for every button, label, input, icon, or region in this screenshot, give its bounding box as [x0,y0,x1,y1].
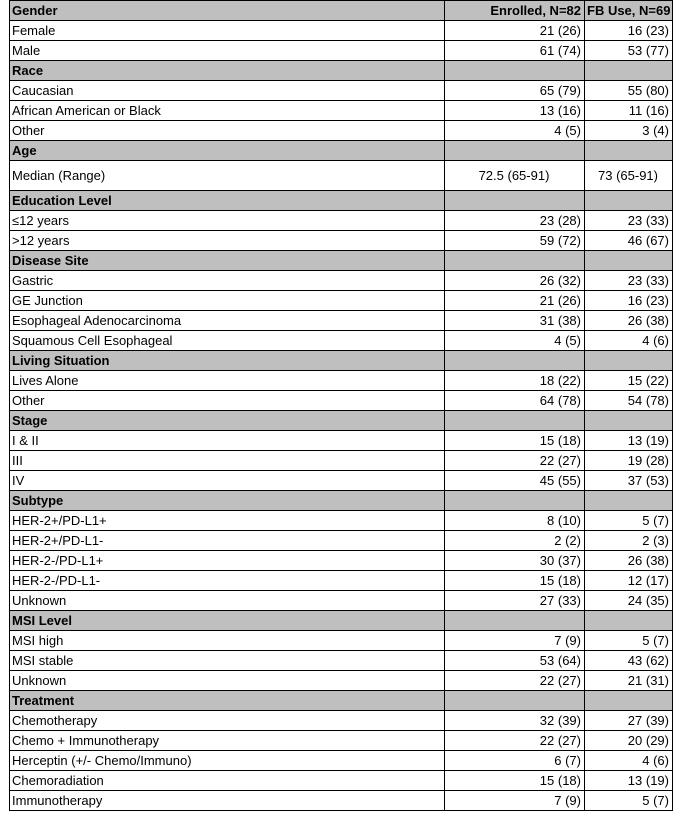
row-label: Chemoradiation [10,771,445,791]
section-title: MSI Level [10,611,445,631]
row-label: Herceptin (+/- Chemo/Immuno) [10,751,445,771]
row-label: Caucasian [10,81,445,101]
section-header-treatment [10,691,673,711]
row-label: Chemo + Immunotherapy [10,731,445,751]
row-label: HER-2-/PD-L1- [10,571,445,591]
table-body [10,21,673,811]
row-label: Other [10,121,445,141]
enrolled-value: 53 (64) [445,651,585,671]
fb-use-value: 16 (23) [585,21,673,41]
section-title: Age [10,141,445,161]
header-fb-use: FB Use, N=69 [585,1,673,21]
enrolled-value: 22 (27) [445,731,585,751]
fb-use-value: 3 (4) [585,121,673,141]
section-spacer-cell [445,351,585,371]
fb-use-value: 26 (38) [585,311,673,331]
section-header-subtype [10,491,673,511]
enrolled-value: 21 (26) [445,21,585,41]
enrolled-value: 7 (9) [445,631,585,651]
fb-use-value: 11 (16) [585,101,673,121]
fb-use-value: 13 (19) [585,431,673,451]
demographics-table [9,0,673,811]
section-header-living-situation [10,351,673,371]
enrolled-value: 61 (74) [445,41,585,61]
section-title: Stage [10,411,445,431]
enrolled-value: 4 (5) [445,121,585,141]
table-row [10,531,673,551]
table-row [10,331,673,351]
table-row [10,121,673,141]
section-header-race [10,61,673,81]
fb-use-value: 5 (7) [585,631,673,651]
enrolled-value: 8 (10) [445,511,585,531]
section-title: Disease Site [10,251,445,271]
table-row [10,371,673,391]
table-row [10,471,673,491]
enrolled-value: 64 (78) [445,391,585,411]
section-title: Race [10,61,445,81]
row-label: I & II [10,431,445,451]
table-row [10,311,673,331]
enrolled-value: 21 (26) [445,291,585,311]
row-label: MSI stable [10,651,445,671]
fb-use-value: 46 (67) [585,231,673,251]
row-label: ≤12 years [10,211,445,231]
row-label: Chemotherapy [10,711,445,731]
enrolled-value: 72.5 (65-91) [445,161,585,191]
row-label: Squamous Cell Esophageal [10,331,445,351]
fb-use-value: 24 (35) [585,591,673,611]
enrolled-value: 22 (27) [445,671,585,691]
fb-use-value: 20 (29) [585,731,673,751]
row-label: Gastric [10,271,445,291]
table-row [10,791,673,811]
section-spacer-cell [445,691,585,711]
section-spacer-cell [445,411,585,431]
row-label: Immunotherapy [10,791,445,811]
section-spacer-cell [445,191,585,211]
row-label: HER-2+/PD-L1+ [10,511,445,531]
section-spacer-cell [585,351,673,371]
row-label: African American or Black [10,101,445,121]
section-spacer-cell [445,491,585,511]
table-row [10,771,673,791]
header-gender: Gender [10,1,445,21]
enrolled-value: 27 (33) [445,591,585,611]
fb-use-value: 21 (31) [585,671,673,691]
fb-use-value: 12 (17) [585,571,673,591]
row-label: Male [10,41,445,61]
section-title: Education Level [10,191,445,211]
section-spacer-cell [585,491,673,511]
section-spacer-cell [585,411,673,431]
table-row [10,451,673,471]
fb-use-value: 43 (62) [585,651,673,671]
fb-use-value: 4 (6) [585,751,673,771]
table-row [10,271,673,291]
table-row [10,651,673,671]
fb-use-value: 55 (80) [585,81,673,101]
section-title: Living Situation [10,351,445,371]
row-label: Other [10,391,445,411]
section-title: Subtype [10,491,445,511]
row-label: Esophageal Adenocarcinoma [10,311,445,331]
fb-use-value: 15 (22) [585,371,673,391]
section-spacer-cell [585,141,673,161]
enrolled-value: 6 (7) [445,751,585,771]
section-header-stage [10,411,673,431]
enrolled-value: 30 (37) [445,551,585,571]
table-row [10,731,673,751]
section-spacer-cell [445,611,585,631]
row-label: III [10,451,445,471]
section-header-msi-level [10,611,673,631]
enrolled-value: 4 (5) [445,331,585,351]
table-row [10,391,673,411]
section-title: Treatment [10,691,445,711]
section-spacer-cell [585,251,673,271]
enrolled-value: 45 (55) [445,471,585,491]
fb-use-value: 4 (6) [585,331,673,351]
fb-use-value: 27 (39) [585,711,673,731]
row-label: Unknown [10,671,445,691]
section-spacer-cell [585,611,673,631]
table-row [10,751,673,771]
fb-use-value: 54 (78) [585,391,673,411]
section-spacer-cell [445,251,585,271]
table-row [10,631,673,651]
table-row [10,551,673,571]
fb-use-value: 19 (28) [585,451,673,471]
section-header-education-level [10,191,673,211]
enrolled-value: 22 (27) [445,451,585,471]
row-label: IV [10,471,445,491]
table-header-row [10,1,673,21]
row-label: Median (Range) [10,161,445,191]
table-row [10,291,673,311]
row-label: Lives Alone [10,371,445,391]
table-row [10,81,673,101]
section-spacer-cell [585,691,673,711]
table-row [10,101,673,121]
enrolled-value: 15 (18) [445,771,585,791]
table-row [10,21,673,41]
fb-use-value: 13 (19) [585,771,673,791]
table-row [10,431,673,451]
fb-use-value: 53 (77) [585,41,673,61]
section-spacer-cell [445,141,585,161]
table-row [10,511,673,531]
enrolled-value: 13 (16) [445,101,585,121]
fb-use-value: 37 (53) [585,471,673,491]
table-row [10,211,673,231]
enrolled-value: 65 (79) [445,81,585,101]
section-header-age [10,141,673,161]
row-label: >12 years [10,231,445,251]
row-label: HER-2+/PD-L1- [10,531,445,551]
fb-use-value: 5 (7) [585,511,673,531]
enrolled-value: 18 (22) [445,371,585,391]
fb-use-value: 23 (33) [585,211,673,231]
enrolled-value: 2 (2) [445,531,585,551]
fb-use-value: 73 (65-91) [585,161,673,191]
enrolled-value: 15 (18) [445,431,585,451]
enrolled-value: 31 (38) [445,311,585,331]
enrolled-value: 23 (28) [445,211,585,231]
enrolled-value: 26 (32) [445,271,585,291]
section-spacer-cell [445,61,585,81]
table-row [10,671,673,691]
fb-use-value: 5 (7) [585,791,673,811]
table-row [10,161,673,191]
row-label: MSI high [10,631,445,651]
table-row [10,591,673,611]
fb-use-value: 16 (23) [585,291,673,311]
table-row [10,571,673,591]
section-header-disease-site [10,251,673,271]
table-row [10,41,673,61]
fb-use-value: 23 (33) [585,271,673,291]
table-row [10,231,673,251]
header-enrolled: Enrolled, N=82 [445,1,585,21]
row-label: HER-2-/PD-L1+ [10,551,445,571]
table-row [10,711,673,731]
row-label: GE Junction [10,291,445,311]
enrolled-value: 7 (9) [445,791,585,811]
row-label: Female [10,21,445,41]
section-spacer-cell [585,191,673,211]
enrolled-value: 59 (72) [445,231,585,251]
enrolled-value: 15 (18) [445,571,585,591]
fb-use-value: 2 (3) [585,531,673,551]
enrolled-value: 32 (39) [445,711,585,731]
section-spacer-cell [585,61,673,81]
fb-use-value: 26 (38) [585,551,673,571]
row-label: Unknown [10,591,445,611]
